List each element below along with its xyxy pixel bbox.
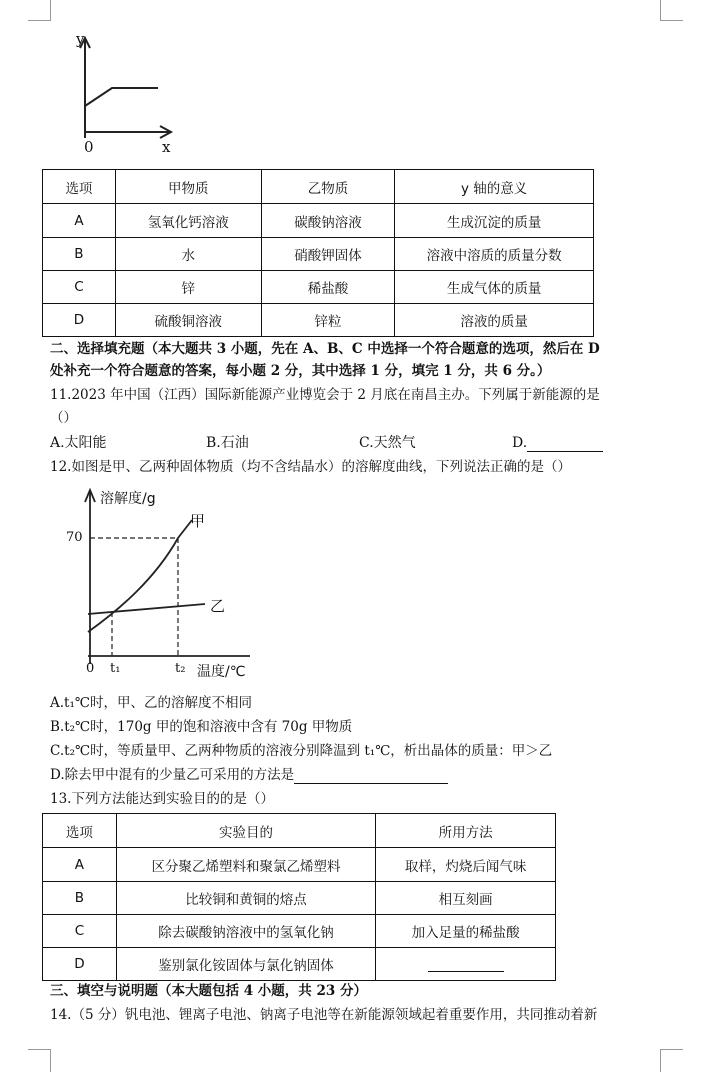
table-cell: 鉴别氯化铵固体与氯化钠固体	[116, 948, 375, 981]
table-cell: 溶液中溶质的质量分数	[395, 238, 594, 271]
graph2-label-yi: 乙	[210, 597, 226, 615]
table2-header-option: 选项	[43, 814, 117, 848]
q12-answer-blank[interactable]	[294, 767, 448, 784]
q11-option-c: C.天然气	[359, 435, 416, 451]
q11-stem-line2: （）	[50, 410, 77, 426]
crop-mark-bottom-left	[28, 1049, 51, 1072]
crop-mark-top-left	[28, 0, 51, 21]
graph2-t1-label: t₁	[110, 661, 121, 676]
q12-option-d-label: D.除去甲中混有的少量乙可采用的方法是	[50, 767, 295, 783]
section2-heading-line2: 处补充一个符合题意的答案，每小题 2 分，其中选择 1 分，填完 1 分，共 6 分。）	[50, 363, 551, 379]
q13-answer-cell	[376, 948, 556, 981]
table-cell: D	[43, 304, 116, 337]
table-cell: 锌	[115, 271, 261, 304]
table-cell: 氢氧化钙溶液	[115, 204, 261, 238]
q11-answer-blank[interactable]	[527, 435, 603, 452]
graph2-label-jia: 甲	[190, 512, 206, 530]
table-cell: 水	[115, 238, 261, 271]
options-table-q10	[42, 169, 594, 337]
q12-option-d	[50, 766, 448, 784]
q13-answer-blank[interactable]	[428, 957, 504, 972]
q12-stem: 12.如图是甲、乙两种固体物质（均不含结晶水）的溶解度曲线，下列说法正确的是（）	[50, 459, 571, 475]
curve-yi	[88, 604, 205, 614]
table-cell: B	[43, 882, 117, 915]
q11-option-d	[512, 434, 603, 452]
table-cell: 锌粒	[261, 304, 395, 337]
table-cell: 相互刻画	[376, 882, 556, 915]
graph1-x-label: x	[162, 138, 171, 156]
table1-header-y-meaning: y 轴的意义	[395, 170, 594, 204]
section2-heading-line1: 二、选择填充题（本大题共 3 小题，先在 A、B、C 中选择一个符合题意的选项，然后在 D	[50, 341, 600, 357]
graph1-origin: 0	[84, 138, 94, 156]
table-row	[43, 848, 556, 882]
section3-heading: 三、填空与说明题（本大题包括 4 小题，共 23 分）	[50, 983, 367, 999]
table-cell: A	[43, 848, 117, 882]
table-cell: 除去碳酸钠溶液中的氢氧化钠	[116, 915, 375, 948]
table-cell: C	[43, 915, 117, 948]
q12-option-b: B.t₂℃时，170g 甲的饱和溶液中含有 70g 甲物质	[50, 719, 353, 735]
table-row	[43, 204, 594, 238]
table-row	[43, 915, 556, 948]
graph2-t2-label: t₂	[175, 661, 186, 676]
table-cell: A	[43, 204, 116, 238]
table2-header-method: 所用方法	[376, 814, 556, 848]
q14-stem-line1: 14.（5 分）钒电池、锂离子电池、钠离子电池等在新能源领域起着重要作用，共同推动着新	[50, 1007, 598, 1023]
table-cell: D	[43, 948, 117, 981]
table-cell: 碳酸钠溶液	[261, 204, 395, 238]
crop-mark-bottom-right	[660, 1049, 683, 1072]
table-cell: 稀盐酸	[261, 271, 395, 304]
table1-header-yi: 乙物质	[261, 170, 395, 204]
graph2-y-label: 溶解度/g	[100, 491, 156, 507]
experiment-table-q13	[42, 813, 556, 981]
table-cell: 溶液的质量	[395, 304, 594, 337]
table-cell: B	[43, 238, 116, 271]
table1-header-jia: 甲物质	[115, 170, 261, 204]
graph1-curve	[85, 88, 158, 106]
q11-option-d-label: D.	[512, 435, 528, 451]
table-row	[43, 948, 556, 981]
table-cell: 生成沉淀的质量	[395, 204, 594, 238]
table-cell: 生成气体的质量	[395, 271, 594, 304]
q12-option-a: A.t₁℃时，甲、乙的溶解度不相同	[50, 695, 252, 711]
table-cell: 硝酸钾固体	[261, 238, 395, 271]
table-row	[43, 238, 594, 271]
graph1-y-label: y	[76, 30, 85, 48]
graph2-x-label: 温度/℃	[197, 664, 246, 680]
table1-header-option: 选项	[43, 170, 116, 204]
graph2-origin: 0	[86, 661, 95, 676]
table-cell: 区分聚乙烯塑料和聚氯乙烯塑料	[116, 848, 375, 882]
q13-stem: 13.下列方法能达到实验目的的是（）	[50, 791, 274, 807]
table-cell: C	[43, 271, 116, 304]
graph2-tick-70: 70	[66, 530, 83, 545]
table-cell: 比较铜和黄铜的熔点	[116, 882, 375, 915]
table-row	[43, 271, 594, 304]
table-cell: 硫酸铜溶液	[115, 304, 261, 337]
table2-header-purpose: 实验目的	[116, 814, 375, 848]
table-row	[43, 304, 594, 337]
q11-option-a: A.太阳能	[50, 435, 107, 451]
crop-mark-top-right	[660, 0, 683, 21]
solubility-curve-graph	[50, 484, 260, 684]
q11-option-b: B.石油	[206, 435, 249, 451]
curve-jia	[88, 520, 192, 632]
q12-option-c: C.t₂℃时，等质量甲、乙两种物质的溶液分别降温到 t₁℃，析出晶体的质量：甲＞乙	[50, 743, 553, 759]
table-cell: 取样，灼烧后闻气味	[376, 848, 556, 882]
table-row	[43, 882, 556, 915]
table-cell: 加入足量的稀盐酸	[376, 915, 556, 948]
q11-stem-line1: 11.2023 年中国（江西）国际新能源产业博览会于 2 月底在南昌主办。下列属于新能源的是	[50, 387, 600, 403]
